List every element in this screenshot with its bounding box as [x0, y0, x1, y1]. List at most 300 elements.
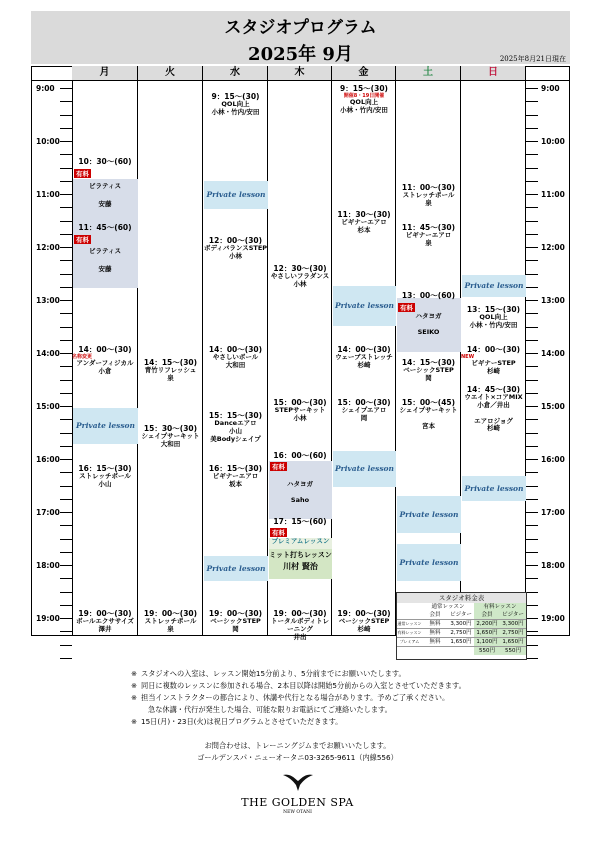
day-mon: 月 [72, 66, 138, 80]
event-name: シェイプエアロ [341, 406, 387, 414]
event-time: 13：00〜(60) [401, 291, 456, 300]
time-tick [60, 340, 72, 341]
time-tick [526, 419, 538, 420]
private-sat-1: Private lesson [397, 496, 461, 533]
time-tick [526, 274, 538, 275]
note-text: 急な休講・代行が発生した場合、可能な限りお電話にてご連絡いたします。 [148, 705, 392, 714]
event-sat-stretch[interactable] [396, 183, 461, 208]
event-wed-body[interactable] [203, 236, 268, 261]
time-label-left: 12:00 [36, 243, 60, 252]
event-time: 11：45〜(60) [78, 223, 132, 232]
time-tick [526, 300, 538, 301]
note-text: 15日(月)・23日(火)は祝日プログラムとさせていただきます。 [141, 717, 343, 726]
schedule-grid [31, 66, 570, 641]
time-tick [526, 433, 538, 434]
event-instructor: 岡 [360, 413, 368, 422]
logo-mark [281, 771, 315, 793]
event-tue-refresh[interactable] [138, 358, 203, 383]
day-fri: 金 [332, 66, 396, 80]
time-tick [60, 512, 72, 513]
event-instructor: 岡 [232, 624, 239, 633]
time-tick [60, 221, 72, 222]
event-name: ピラティス [89, 247, 121, 255]
event-instructor: 大和田 [225, 360, 246, 369]
price-cell: 1,650円 [500, 638, 526, 646]
time-tick [60, 234, 72, 235]
event-wed-yasashi[interactable] [203, 345, 268, 370]
event-name: QOL向上 [479, 313, 508, 321]
time-tick [60, 181, 72, 182]
price-cell [448, 647, 474, 655]
price-col: 会員 [429, 612, 441, 618]
event-thu-premium[interactable] [268, 517, 332, 526]
event-instructor: 小林 [293, 279, 307, 288]
price-cell: 1,100円 [474, 638, 500, 646]
event-time: 11：30〜(30) [337, 210, 391, 219]
price-col: ビジター [500, 611, 526, 619]
price-table-title: スタジオ料金表 [397, 593, 526, 603]
time-tick [526, 313, 538, 314]
time-tick [60, 327, 72, 328]
event-name: ハタヨガ [415, 312, 442, 320]
private-sun-1: Private lesson [462, 275, 526, 297]
time-tick [60, 552, 72, 553]
event-thu-flow[interactable] [268, 264, 332, 289]
time-label-right: 13:00 [541, 296, 565, 305]
time-label-right: 10:00 [541, 137, 565, 146]
time-tick [60, 393, 72, 394]
event-instructor: Saho [290, 495, 310, 504]
price-cell: 3,300円 [500, 620, 526, 628]
price-cell: 2,750円 [500, 629, 526, 637]
event-time: 19：00〜(30) [337, 609, 391, 618]
day-thu: 木 [268, 66, 332, 80]
time-tick [526, 618, 538, 619]
time-tick [60, 592, 72, 593]
fee-badge: 有料 [272, 463, 285, 471]
time-tick [526, 247, 538, 248]
time-tick [60, 565, 72, 566]
time-label-left: 9:00 [36, 84, 55, 93]
event-name: やさしいフラダンス [270, 272, 330, 280]
event-instructor: 小林 [229, 251, 242, 260]
event-name: ウェーブストレッチ [335, 353, 393, 361]
price-col: 会員 [474, 611, 500, 619]
event-fri-basic-step[interactable] [332, 609, 396, 634]
time-tick [526, 207, 538, 208]
time-tick [60, 274, 72, 275]
time-tick [60, 260, 72, 261]
event-name: トータルボディトレーニング [271, 617, 329, 633]
logo-name: THE GOLDEN SPA [241, 796, 354, 809]
event-time: 9：15〜(30) [340, 84, 388, 93]
event-instructor: 泉 [167, 624, 174, 633]
event-name: ハタヨガ [287, 480, 313, 488]
price-cell: 1,650円 [450, 639, 472, 645]
time-label-right: 16:00 [541, 455, 565, 464]
time-tick [60, 128, 72, 129]
time-tick [526, 287, 538, 288]
event-sun-beg-step[interactable] [461, 345, 526, 376]
time-tick [526, 499, 538, 500]
price-cell: 2,200円 [474, 620, 500, 628]
event-instructor: 杉崎 [357, 360, 371, 369]
event-wed-qol[interactable] [203, 92, 268, 117]
time-tick [526, 645, 538, 646]
event-name: ビギナーエアロ [341, 218, 387, 226]
time-tick [60, 300, 72, 301]
price-cell: 550円 [500, 647, 526, 655]
event-time: 14：00〜(30) [466, 345, 521, 354]
event-mon-pilates-2[interactable] [72, 223, 138, 232]
time-label-right: 9:00 [541, 84, 560, 93]
private-fri-2: Private lesson [333, 451, 396, 487]
time-tick [526, 472, 538, 473]
event-instructor: 安藤 [98, 264, 112, 273]
event-instructor: 小林・竹内/安田 [469, 320, 518, 329]
event-instructor: SEIKO [417, 327, 440, 336]
time-tick [60, 618, 72, 619]
event-sat-hatha-body [396, 313, 461, 337]
event-name: ウエイト×コアMIX [464, 393, 523, 401]
event-wed-beg-aero[interactable] [203, 464, 268, 489]
event-time: 10：30〜(60) [78, 157, 132, 166]
price-col: ビジター [450, 612, 472, 618]
event-time: 14：00〜(30) [78, 345, 132, 354]
time-label-right: 19:00 [541, 614, 565, 623]
event-name: STEPサーキット [274, 406, 326, 414]
event-instructor: 小林 [293, 413, 307, 422]
time-tick [526, 552, 538, 553]
event-thu-total[interactable] [268, 609, 332, 641]
time-tick [526, 512, 538, 513]
event-name: シェイプサーキット [141, 432, 200, 440]
event-time: 12：00〜(30) [208, 236, 263, 245]
event-instructor: 小山 [98, 479, 112, 488]
event-instructor: 泉 [167, 373, 174, 382]
time-tick [60, 499, 72, 500]
day-wed: 水 [203, 66, 268, 80]
time-tick [526, 234, 538, 235]
event-time: 19：00〜(30) [208, 609, 263, 618]
event-tue-shape[interactable] [138, 424, 203, 449]
event-time: 15：00〜(45) [401, 398, 456, 407]
event-instructor: 川村 賢治 [283, 562, 318, 572]
event-time: 19：00〜(30) [143, 609, 198, 618]
time-tick [526, 340, 538, 341]
price-cell: 無料 [429, 621, 441, 627]
event-time: 15：15〜(30) [208, 411, 263, 420]
event-name: ストレッチポール [79, 472, 131, 480]
event-mon-stretch[interactable] [72, 464, 138, 489]
event-wed-basic-step[interactable] [203, 609, 268, 634]
time-label-left: 16:00 [36, 455, 60, 464]
event-time: 9：15〜(30) [211, 92, 260, 101]
time-tick [60, 194, 72, 195]
time-tick [526, 221, 538, 222]
price-row [397, 646, 526, 655]
price-row-label: 通常レッスン [397, 621, 422, 626]
price-cell: 2,750円 [450, 630, 472, 636]
page-title: スタジオプログラム [224, 18, 377, 38]
event-instructor: 岡 [425, 373, 432, 382]
event-instructor: 杉崎 [487, 366, 500, 375]
time-tick [526, 486, 538, 487]
new-badge: NEW [461, 354, 475, 360]
time-tick [60, 486, 72, 487]
event-name: ビギナーエアロ [405, 231, 452, 239]
time-tick [526, 327, 538, 328]
time-tick [60, 353, 72, 354]
event-name: やさしいボール [212, 353, 259, 361]
time-label-right: 15:00 [541, 402, 565, 411]
event-instructor: 大和田 [160, 439, 181, 448]
event-name: ボールエクササイズ [76, 617, 134, 625]
event-wed-dance[interactable] [203, 411, 268, 443]
event-time: 11：00〜(30) [401, 183, 456, 192]
time-tick [526, 658, 538, 659]
event-time: 12：30〜(30) [273, 264, 327, 273]
time-tick [60, 287, 72, 288]
time-label-left: 10:00 [36, 137, 60, 146]
event-thu-step[interactable] [268, 398, 332, 423]
time-tick [526, 565, 538, 566]
as-of-date: 2025年8月21日現在 [499, 55, 566, 63]
event-name: 美Bodyシェイプ [210, 434, 261, 443]
event-instructor: 井出 [293, 632, 307, 641]
event-time: 14：00〜(30) [208, 345, 263, 354]
event-time: 15：30〜(30) [143, 424, 198, 433]
time-tick [60, 154, 72, 155]
event-name: 青竹リフレッシュ [144, 366, 197, 374]
time-tick [60, 101, 72, 102]
event-name: ベーシックSTEP [210, 617, 261, 625]
event-instructor: 杉崎 [357, 624, 371, 633]
time-tick [526, 366, 538, 367]
fee-badge: 有料 [76, 236, 89, 244]
event-instructor: 小倉／井出 [477, 400, 510, 409]
event-sun-weight[interactable] [461, 385, 526, 433]
time-tick [60, 141, 72, 142]
event-time: 19：00〜(30) [273, 609, 327, 618]
note-mark: ※ [131, 669, 138, 678]
note-text: スタジオへの入室は、レッスン開始15分前より、5分前までにお願いいたします。 [141, 669, 406, 678]
time-label-right: 11:00 [541, 190, 565, 199]
price-cell: 550円 [474, 647, 500, 655]
time-tick [526, 393, 538, 394]
time-label-left: 15:00 [36, 402, 60, 411]
logo-sub: NEW OTANI [283, 810, 312, 815]
event-name: エアロジョグ [474, 416, 513, 425]
event-fri-shape[interactable] [332, 398, 396, 423]
fee-badge: 有料 [400, 304, 413, 312]
time-label-left: 13:00 [36, 296, 60, 305]
time-tick [60, 539, 72, 540]
event-name: QOL向上 [349, 98, 379, 106]
price-row [397, 628, 526, 637]
event-tue-stretch[interactable] [138, 609, 203, 634]
price-row-label [397, 647, 422, 655]
time-tick [526, 631, 538, 632]
contact-line-2: ゴールデンスパ・ニューオータニ03-3265-9611（内線556） [197, 753, 398, 762]
event-name: ストレッチポール [402, 191, 455, 199]
event-fri-qol[interactable] [332, 84, 396, 115]
time-tick [60, 578, 72, 579]
time-tick [60, 115, 72, 116]
event-name: ビギナーエアロ [212, 472, 259, 480]
time-tick [60, 472, 72, 473]
time-tick [526, 181, 538, 182]
private-fri-1: Private lesson [333, 286, 396, 326]
event-time: 14：15〜(30) [401, 358, 456, 367]
event-subname: ミット打ちレッスン [269, 551, 332, 559]
event-instructor: 泉 [425, 198, 432, 207]
private-mon-1: Private lesson [73, 408, 138, 444]
price-cell [422, 647, 448, 655]
time-tick [526, 446, 538, 447]
price-row [397, 637, 526, 646]
rename-badge: 名称変更 [72, 354, 93, 360]
time-tick [60, 207, 72, 208]
time-tick [526, 101, 538, 102]
event-fri-beg-aero[interactable] [332, 210, 396, 235]
event-fri-wave[interactable] [332, 345, 396, 370]
time-tick [60, 247, 72, 248]
price-head-1: 通常レッスン [431, 604, 465, 610]
private-wed-2: Private lesson [204, 556, 268, 581]
event-instructor: 杉崎 [487, 424, 500, 433]
event-sat-basic-step[interactable] [396, 358, 461, 383]
time-tick [526, 154, 538, 155]
time-tick [60, 313, 72, 314]
price-cell: 3,300円 [450, 621, 472, 627]
time-tick [526, 605, 538, 606]
event-name: ボディバランスSTEP [203, 244, 268, 252]
note-mark: ※ [131, 681, 138, 690]
time-tick [526, 128, 538, 129]
time-tick [60, 433, 72, 434]
time-tick [60, 380, 72, 381]
day-tue: 火 [138, 66, 203, 80]
event-instructor: 小山 [229, 426, 242, 435]
event-name: ベーシックSTEP [403, 366, 454, 374]
time-tick [526, 353, 538, 354]
event-thu-hatha[interactable] [268, 451, 332, 460]
event-instructor: 小林・竹内/安田 [340, 105, 388, 114]
time-tick [526, 525, 538, 526]
note-mark: ※ [131, 717, 138, 726]
time-tick [526, 88, 538, 89]
time-label-right: 12:00 [541, 243, 565, 252]
event-name: ビギナーSTEP [471, 359, 516, 367]
event-mon-under[interactable] [72, 345, 138, 376]
event-instructor: 澤井 [98, 624, 112, 633]
time-tick [60, 446, 72, 447]
event-time: 19：00〜(30) [78, 609, 132, 618]
event-time: 14：45〜(30) [466, 385, 521, 394]
event-time: 16：00〜(60) [273, 451, 327, 460]
event-sun-qol[interactable] [461, 305, 526, 330]
price-row-label: プレミアム [399, 639, 420, 644]
price-cell: 無料 [429, 639, 441, 645]
event-time: 11：45〜(30) [401, 223, 456, 232]
event-time: 17：15〜(60) [273, 517, 327, 526]
event-instructor: 杉本 [357, 225, 371, 234]
event-time: 15：00〜(30) [337, 398, 391, 407]
event-instructor: 小林・竹内/安田 [211, 107, 260, 116]
event-time: 14：15〜(30) [143, 358, 198, 367]
private-sun-2: Private lesson [462, 476, 526, 501]
event-mon-ballex[interactable] [72, 609, 138, 634]
event-name: ピラティス [89, 182, 121, 190]
event-sat-shape[interactable] [396, 398, 461, 431]
time-tick [526, 194, 538, 195]
event-time: 16：15〜(30) [78, 464, 132, 473]
time-tick [60, 658, 72, 659]
time-tick [60, 631, 72, 632]
event-time: 16：15〜(30) [208, 464, 263, 473]
time-tick [60, 88, 72, 89]
event-name: Danceエアロ [214, 419, 257, 427]
fee-badge: 有料 [272, 529, 285, 537]
time-tick [526, 578, 538, 579]
event-mon-pilates-2-body [72, 248, 138, 274]
price-row [397, 619, 526, 628]
event-name: ストレッチポール [144, 617, 197, 625]
event-mon-pilates-1[interactable] [72, 157, 138, 166]
time-label-left: 11:00 [36, 190, 60, 199]
page-subtitle: 2025年 9月 [248, 44, 353, 65]
time-tick [526, 459, 538, 460]
price-cell: 無料 [429, 630, 441, 636]
contact-line-1: お問合わせは、トレーニングジムまでお願いいたします。 [204, 741, 391, 750]
time-label-left: 18:00 [36, 561, 60, 570]
time-tick [60, 525, 72, 526]
event-sat-beg-aero[interactable] [396, 223, 461, 248]
time-tick [60, 645, 72, 646]
event-instructor: 宮本 [422, 421, 435, 430]
event-instructor: 小倉 [98, 366, 112, 375]
event-time: 13：15〜(30) [466, 305, 521, 314]
time-tick [526, 168, 538, 169]
time-tick [526, 592, 538, 593]
private-wed-1: Private lesson [204, 181, 268, 209]
day-sat: 土 [396, 66, 461, 80]
time-tick [526, 260, 538, 261]
event-thu-hatha-body [268, 481, 332, 505]
event-time: 15：00〜(30) [273, 398, 327, 407]
event-name: ベーシックSTEP [338, 617, 390, 625]
time-tick [60, 419, 72, 420]
note-text: 担当インストラクターの都合により、休講や代行となる場合があります。予めご了承ください。 [141, 693, 450, 702]
event-instructor: 安藤 [98, 199, 112, 208]
time-tick [526, 539, 538, 540]
event-note: 開催8・19日開催 [343, 93, 385, 99]
time-label-right: 17:00 [541, 508, 565, 517]
time-tick [60, 366, 72, 367]
event-mon-pilates-1-body [72, 183, 138, 209]
note-mark: ※ [131, 693, 138, 702]
event-sat-hatha[interactable] [396, 291, 461, 300]
time-tick [526, 406, 538, 407]
time-label-right: 14:00 [541, 349, 565, 358]
time-label-left: 17:00 [36, 508, 60, 517]
fee-badge: 有料 [76, 170, 89, 178]
time-tick [526, 380, 538, 381]
price-head-2: 有料レッスン [474, 603, 526, 611]
private-sat-2: Private lesson [397, 544, 461, 581]
event-name: QOL向上 [221, 100, 250, 108]
